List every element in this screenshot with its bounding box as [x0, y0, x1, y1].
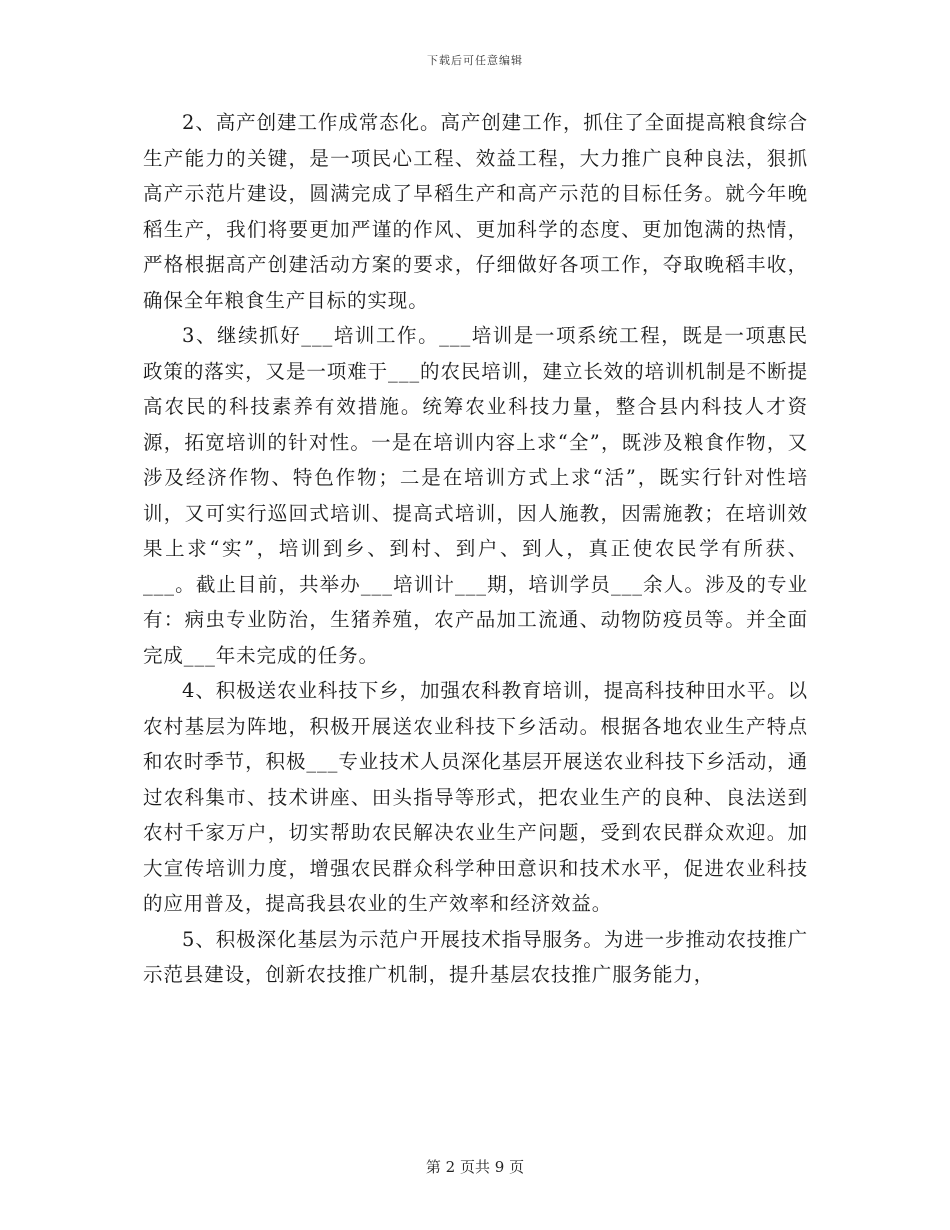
document-body [143, 105, 808, 993]
page-footer: 第 2 页共 9 页 [425, 1158, 525, 1176]
paragraph-2: 2、高产创建工作成常态化。高产创建工作，抓住了全面提高粮食综合生产能力的关键，是一项民心工程、效益工程，大力推广良种良法，狠抓高产示范片建设，圆满完成了早稻生产和高产示范的目标任务。就今年晚稻生产，我们将要更加严谨的作风、更加科学的态度、更加饱满的热情，严格根据高产创建活动方案的要求，仔细做好各项工作，夺取晚稻丰收，确保全年粮食生产目标的实现。 [143, 111, 808, 312]
page-header: 下载后可任意编辑 [427, 54, 523, 67]
paragraph-4: 4、积极送农业科技下乡，加强农科教育培训，提高科技种田水平。以农村基层为阵地，积极开展送农业科技下乡活动。根据各地农业生产特点和农时季节，积极___专业技术人员深化基层开展送农业科技下乡活动，通过农科集市、技术讲座、田头指导等形式，把农业生产的良种、良法送到农村千家万户，切实帮助农民解决农业生产问题，受到农民群众欢迎。加大宣传培训力度，增强农民群众科学种田意识和技术水平，促进农业科技的应用普及，提高我县农业的生产效率和经济效益。 [143, 679, 808, 915]
paragraph-3: 3、继续抓好___培训工作。___培训是一项系统工程，既是一项惠民政策的落实，又是一项难于___的农民培训，建立长效的培训机制是不断提高农民的科技素养有效措施。统筹农业科技力量，整合县内科技人才资源，拓宽培训的针对性。一是在培训内容上求“全”，既涉及粮食作物，又涉及经济作物、特色作物；二是在培训方式上求“活”，既实行针对性培训，又可实行巡回式培训、提高式培训，因人施教，因需施教；在培训效果上求“实”，培训到乡、到村、到户、到人，真正使农民学有所获、___。截止目前，共举办___培训计___期，培训学员___余人。涉及的专业有：病虫专业防治，生猪养殖，农产品加工流通、动物防疫员等。并全面完成___年未完成的任务。 [143, 324, 808, 667]
paragraph-5: 5、积极深化基层为示范户开展技术指导服务。为进一步推动农技推广示范县建设，创新农技推广机制，提升基层农技推广服务能力， [143, 927, 808, 986]
